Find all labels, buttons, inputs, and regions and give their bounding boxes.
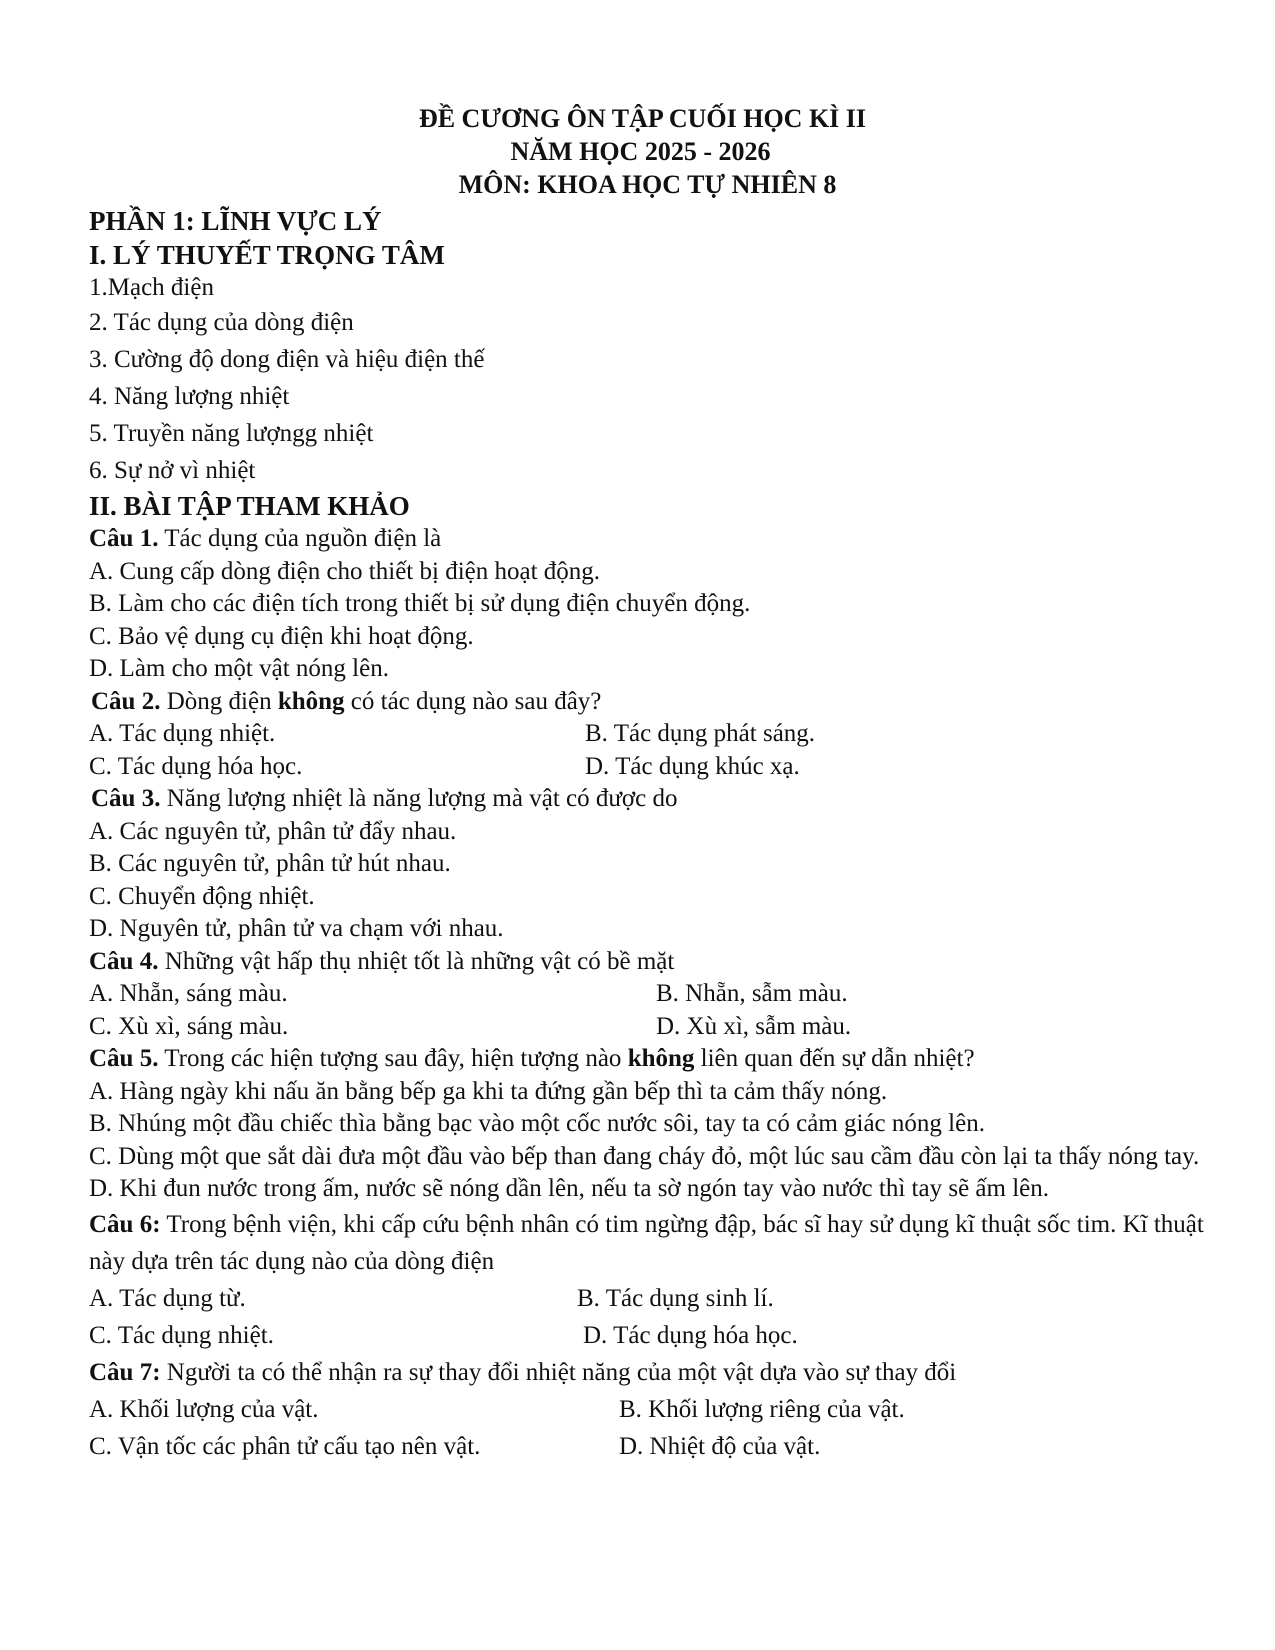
question-6: [89, 1206, 1209, 1354]
question-label: Câu 5.: [89, 1045, 159, 1072]
answer-option: B. Tác dụng sinh lí.: [577, 1284, 774, 1312]
answer-option: A. Nhẵn, sáng màu.: [89, 980, 288, 1007]
answer-option: C. Tác dụng hóa học.: [89, 752, 303, 780]
question-label: Câu 4.: [89, 947, 159, 975]
answer-option: C. Xù xì, sáng màu.: [89, 1012, 289, 1040]
answer-option: B. Nhúng một đầu chiếc thìa bằng bạc vào một cốc nước sôi, tay ta có cảm giác nóng lên.: [89, 1110, 985, 1137]
answer-row: [89, 718, 1209, 751]
answer-row: [89, 1428, 1209, 1465]
theory-topic: 5. Truyền năng lượngg nhiệt: [89, 420, 374, 447]
answer-row: [89, 1391, 1209, 1428]
answer-option: C. Bảo vệ dụng cụ điện khi hoạt động.: [89, 622, 474, 650]
question-stem: [89, 686, 1209, 719]
theory-topic-list: [89, 272, 1209, 489]
question-label: Câu 6:: [89, 1210, 161, 1238]
answer-row: [89, 751, 1209, 784]
answer-option: A. Khối lượng của vật.: [89, 1395, 319, 1423]
answer-option: D. Tác dụng khúc xạ.: [585, 752, 800, 780]
question-7: [89, 1354, 1209, 1465]
theory-topic: 6. Sự nở vì nhiệt: [89, 457, 256, 484]
theory-topic: 3. Cường độ dong điện và hiệu điện thế: [89, 346, 485, 373]
answer-option: B. Nhẵn, sẫm màu.: [656, 980, 848, 1007]
document-header: [0, 102, 1275, 201]
question-label: Câu 1.: [89, 525, 159, 552]
answer-option: C. Dùng một que sắt dài đưa một đầu vào bếp than đang cháy đỏ, một lúc sau cầm đầu còn lại ta thấy nóng tay.: [89, 1142, 1200, 1170]
question-label: Câu 3.: [91, 785, 161, 812]
answer-option: C. Tác dụng nhiệt.: [89, 1321, 274, 1349]
answer-option: C. Vận tốc các phân tử cấu tạo nên vật.: [89, 1432, 481, 1460]
answer-option: B. Tác dụng phát sáng.: [585, 720, 816, 747]
question-text: Những vật hấp thụ nhiệt tốt là những vật có bề mặt: [158, 947, 675, 975]
answer-row: [89, 1280, 1209, 1317]
school-year: NĂM HỌC 2025 - 2026: [510, 137, 771, 166]
question-text: liên quan đến sự dẫn nhiệt?: [694, 1045, 975, 1072]
theory-topic: 1.Mạch điện: [89, 274, 214, 301]
question-3: [89, 783, 1209, 946]
question-stem: [89, 946, 1209, 979]
answer-option: D. Nguyên tử, phân tử va chạm với nhau.: [89, 915, 504, 942]
question-emphasis: không: [277, 687, 345, 715]
question-emphasis: không: [627, 1045, 695, 1072]
question-stem: [89, 783, 1209, 816]
answer-option: D. Khi đun nước trong ấm, nước sẽ nóng dần lên, nếu ta sờ ngón tay vào nước thì tay sẽ ấm lên.: [89, 1175, 1049, 1202]
answer-option: C. Chuyển động nhiệt.: [89, 882, 315, 910]
question-stem: [89, 1043, 1209, 1076]
question-text: Tác dụng của nguồn điện là: [158, 525, 442, 552]
subject-line: MÔN: KHOA HỌC TỰ NHIÊN 8: [458, 170, 837, 199]
answer-option: B. Khối lượng riêng của vật.: [619, 1395, 905, 1423]
theory-topic: 2. Tác dụng của dòng điện: [89, 309, 354, 336]
question-text: có tác dụng nào sau đây?: [344, 687, 602, 715]
answer-option: D. Nhiệt độ của vật.: [619, 1432, 821, 1460]
question-2: [89, 686, 1209, 784]
answer-option: D. Làm cho một vật nóng lên.: [89, 655, 389, 682]
answer-option: D. Xù xì, sẫm màu.: [656, 1012, 852, 1040]
question-text: Năng lượng nhiệt là năng lượng mà vật có được do: [160, 785, 678, 812]
answer-option: D. Tác dụng hóa học.: [583, 1321, 798, 1349]
theory-topic: 4. Năng lượng nhiệt: [89, 383, 290, 410]
answer-option: A. Tác dụng từ.: [89, 1284, 246, 1312]
answer-option: B. Các nguyên tử, phân tử hút nhau.: [89, 850, 451, 877]
question-stem: [89, 1206, 1209, 1280]
question-stem: [89, 523, 1209, 556]
answer-row: [89, 1011, 1209, 1044]
answer-row: [89, 978, 1209, 1011]
part-heading: PHẦN 1: LĨNH VỰC LÝ: [89, 206, 382, 236]
question-text: Người ta có thể nhận ra sự thay đổi nhiệt năng của một vật dựa vào sự thay đổi: [160, 1358, 957, 1386]
question-stem: [89, 1354, 1209, 1391]
answer-row: [89, 1317, 1209, 1354]
question-text: Dòng điện: [160, 687, 278, 715]
question-label: Câu 7:: [89, 1358, 161, 1386]
question-text: Trong bệnh viện, khi cấp cứu bệnh nhân có tim ngừng đập, bác sĩ hay sử dụng kĩ thuật sốc tim. Kĩ thuật này dựa trên tác dụng nào của dòng điện: [89, 1210, 1204, 1275]
question-text: Trong các hiện tượng sau đây, hiện tượng nào: [158, 1045, 628, 1072]
question-label: Câu 2.: [91, 687, 161, 715]
document-body: [89, 205, 1209, 1465]
answer-option: A. Tác dụng nhiệt.: [89, 720, 276, 747]
exercises-heading: II. BÀI TẬP THAM KHẢO: [89, 491, 410, 521]
answer-option: A. Các nguyên tử, phân tử đẩy nhau.: [89, 817, 457, 845]
answer-option: A. Cung cấp dòng điện cho thiết bị điện hoạt động.: [89, 557, 601, 585]
answer-option: B. Làm cho các điện tích trong thiết bị sử dụng điện chuyển động.: [89, 590, 751, 617]
question-4: [89, 946, 1209, 1044]
theory-heading: I. LÝ THUYẾT TRỌNG TÂM: [89, 240, 445, 270]
question-5: [89, 1043, 1209, 1206]
question-1: [89, 523, 1209, 686]
answer-option: A. Hàng ngày khi nấu ăn bằng bếp ga khi ta đứng gần bếp thì ta cảm thấy nóng.: [89, 1077, 888, 1105]
document-title: ĐỀ CƯƠNG ÔN TẬP CUỐI HỌC KÌ II: [418, 104, 867, 133]
